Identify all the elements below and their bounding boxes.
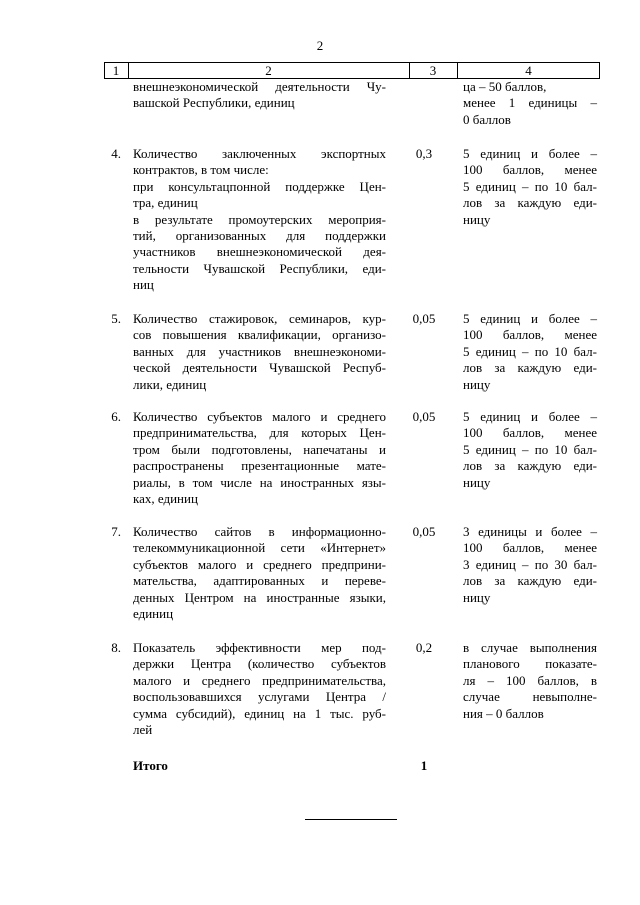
header-col-4: 4 [525, 63, 532, 78]
text-line: 100 баллов, менее [463, 425, 597, 441]
text-line: распространены презентационные мате- [133, 458, 386, 474]
text-line: 100 баллов, менее [463, 327, 597, 343]
text-line: ванных для участников внешнеэкономи- [133, 343, 386, 359]
text-line: субъектов малого и среднего предприни- [133, 556, 386, 572]
text-line: 3 единиц – по 30 бал- [463, 556, 597, 572]
text-line: Количество субъектов малого и среднего [133, 409, 386, 424]
text-line: лов за каждую еди- [463, 360, 597, 376]
row-description [133, 146, 386, 294]
text-line: 5 единиц – по 10 бал- [463, 343, 597, 359]
continuation-description [133, 79, 386, 112]
table-header [104, 62, 600, 79]
text-line: сов повышения квалификации, организо- [133, 327, 386, 343]
text-line: вашской Республики, единиц [133, 95, 295, 111]
row-description [133, 640, 386, 738]
row-number: 4. [111, 146, 121, 161]
row-score [463, 146, 597, 228]
text-line: в результате промоутерских мероприя- [133, 211, 386, 227]
row-number: 6. [111, 409, 121, 424]
text-line: лов за каждую еди- [463, 458, 597, 474]
footer-separator [305, 819, 397, 820]
row-number: 5. [111, 311, 121, 326]
text-line: Количество стажировок, семинаров, кур- [133, 311, 386, 326]
text-line: воспользовавшихся услугами Центра / [133, 689, 386, 705]
total-value: 1 [420, 758, 428, 773]
text-line: участников внешнеэкономической дея- [133, 244, 386, 260]
row-description [133, 409, 386, 507]
text-line: лики, единиц [133, 376, 207, 392]
text-line: 5 единиц – по 10 бал- [463, 441, 597, 457]
text-line: планового показате- [463, 656, 597, 672]
text-line: телекоммуникационной сети «Интернет» [133, 540, 386, 556]
page-number: 2 [316, 38, 324, 53]
text-line: лей [133, 722, 153, 738]
header-col-1: 1 [112, 63, 120, 78]
text-line: внешнеэкономической деятельности Чу- [133, 79, 386, 94]
text-line: ницу [463, 474, 491, 490]
row-weight: 0,3 [415, 146, 433, 161]
text-line: случае невыполне- [463, 689, 597, 705]
row-score [463, 524, 597, 606]
text-line: тий, организованных для поддержки [133, 228, 386, 244]
text-line: предпринимательства, для которых Цен- [133, 425, 386, 441]
header-col-2: 2 [265, 63, 272, 78]
text-line: ницу [463, 589, 491, 605]
text-line: 0 баллов [463, 111, 511, 127]
text-line: ца – 50 баллов, [463, 79, 547, 94]
row-weight: 0,2 [415, 640, 433, 655]
text-line: при консультацпонной поддержке Цен- [133, 178, 386, 194]
header-col-3: 3 [429, 63, 437, 78]
row-score [463, 409, 597, 491]
row-number: 8. [111, 640, 121, 655]
text-line: денных Центром на иностранные языки, [133, 589, 386, 605]
row-score [463, 640, 597, 722]
text-line: Количество заключенных экспортных [133, 146, 386, 161]
text-line: 5 единиц и более – [463, 409, 597, 424]
text-line: риалы, в том числе на иностранных язы- [133, 474, 386, 490]
text-line: Показатель эффективности мер под- [133, 640, 386, 655]
text-line: ниц [133, 277, 154, 293]
text-line: ния – 0 баллов [463, 705, 544, 721]
text-line: сумма субсидий), единиц на 1 тыс. руб- [133, 705, 386, 721]
row-number: 7. [111, 524, 121, 539]
row-weight: 0,05 [412, 409, 436, 424]
row-weight: 0,05 [412, 311, 436, 326]
text-line: 3 единицы и более – [463, 524, 597, 539]
continuation-score [463, 79, 597, 128]
row-description [133, 311, 386, 393]
text-line: тра, единиц [133, 195, 198, 211]
text-line: ницу [463, 211, 491, 227]
row-score [463, 311, 597, 393]
text-line: тельности Чувашской Республики, еди- [133, 260, 386, 276]
total-label: Итого [133, 758, 168, 773]
row-description [133, 524, 386, 622]
text-line: Количество сайтов в информационно- [133, 524, 386, 539]
text-line: 5 единиц и более – [463, 311, 597, 326]
text-line: тром были подготовлены, напечатаны и [133, 441, 386, 457]
text-line: малого и среднего предпринимательства, [133, 672, 386, 688]
text-line: единиц [133, 606, 174, 622]
text-line: ницу [463, 376, 491, 392]
text-line: держки Центра (количество субъектов [133, 656, 386, 672]
text-line: лов за каждую еди- [463, 195, 597, 211]
row-weight: 0,05 [412, 524, 436, 539]
text-line: ках, единиц [133, 491, 198, 507]
text-line: 5 единиц и более – [463, 146, 597, 161]
text-line: ля – 100 баллов, в [463, 672, 597, 688]
text-line: контрактов, в том числе: [133, 162, 269, 178]
text-line: мательства, адаптированных и переве- [133, 573, 386, 589]
text-line: ческой деятельности Чувашской Респуб- [133, 360, 386, 376]
text-line: в случае выполнения [463, 640, 597, 655]
text-line: лов за каждую еди- [463, 573, 597, 589]
text-line: менее 1 единицы – [463, 95, 597, 111]
text-line: 5 единиц – по 10 бал- [463, 178, 597, 194]
text-line: 100 баллов, менее [463, 540, 597, 556]
text-line: 100 баллов, менее [463, 162, 597, 178]
